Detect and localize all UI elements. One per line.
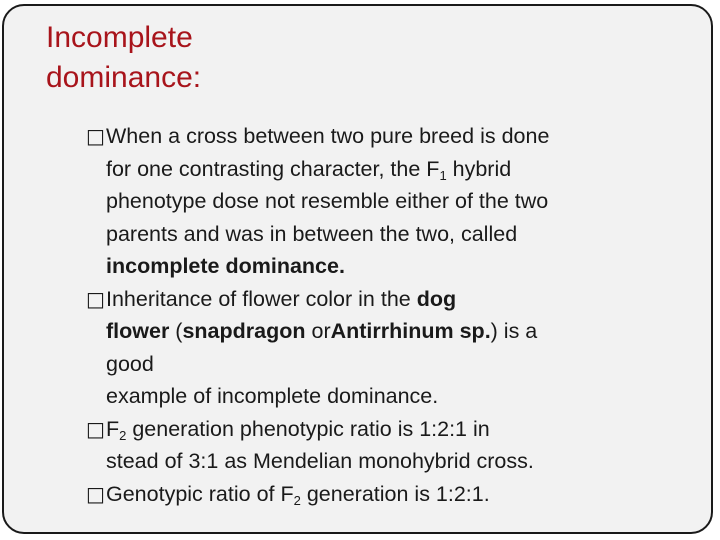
subscript: 2 — [293, 492, 301, 508]
bold-term: snapdragon — [182, 319, 306, 343]
bullet-1-line-2: for one contrasting character, the $F_1$ hybrid — [106, 156, 512, 183]
bullet-4-line-1: Genotypic ratio of $F_2$ generation is 1:2:1. — [106, 481, 490, 508]
bullet-item-4 — [86, 478, 686, 511]
bold-term: incomplete dominance. — [106, 254, 345, 278]
bullet-list — [86, 120, 686, 510]
bullet-item-3 — [86, 413, 686, 478]
bold-term: dog — [416, 286, 457, 311]
subscript: 1 — [439, 167, 447, 183]
slide-title — [46, 18, 201, 98]
bold-term: flower — [106, 319, 170, 343]
bullet-3-line-1: $F_2$ generation phenotypic ratio is 1:2:1 in — [106, 416, 490, 443]
bullet-2-line-3: good — [106, 351, 154, 376]
bullet-marker: □ — [86, 481, 105, 506]
bullet-2-line-1: Inheritance of flower color in the dog — [106, 286, 457, 311]
bullet-1-line-4: parents and was in between the two, called — [106, 221, 518, 246]
bullet-1-line-5 — [106, 250, 686, 283]
title-line-1: Incomplete — [46, 21, 193, 54]
bullet-1-line-1: When a cross between two pure breed is done — [106, 124, 550, 148]
bullet-2-line-2: flower (snapdragon orAntirrhinum sp.) is a — [106, 319, 538, 343]
title-line-2: dominance: — [46, 61, 202, 94]
bullet-marker: □ — [86, 286, 105, 311]
bullet-1-line-3: phenotype dose not resemble either of the two — [106, 189, 549, 213]
bullet-item-2 — [86, 283, 686, 413]
bullet-marker: □ — [86, 416, 105, 441]
bullet-3-line-2: stead of 3:1 as Mendelian monohybrid cross. — [106, 449, 534, 473]
subscript: 2 — [119, 427, 127, 443]
slide-frame — [2, 4, 713, 534]
bullet-item-1 — [86, 120, 686, 283]
bullet-marker: □ — [86, 124, 105, 148]
bullet-2-line-4: example of incomplete dominance. — [106, 384, 439, 408]
bold-term: Antirrhinum sp. — [330, 319, 491, 343]
